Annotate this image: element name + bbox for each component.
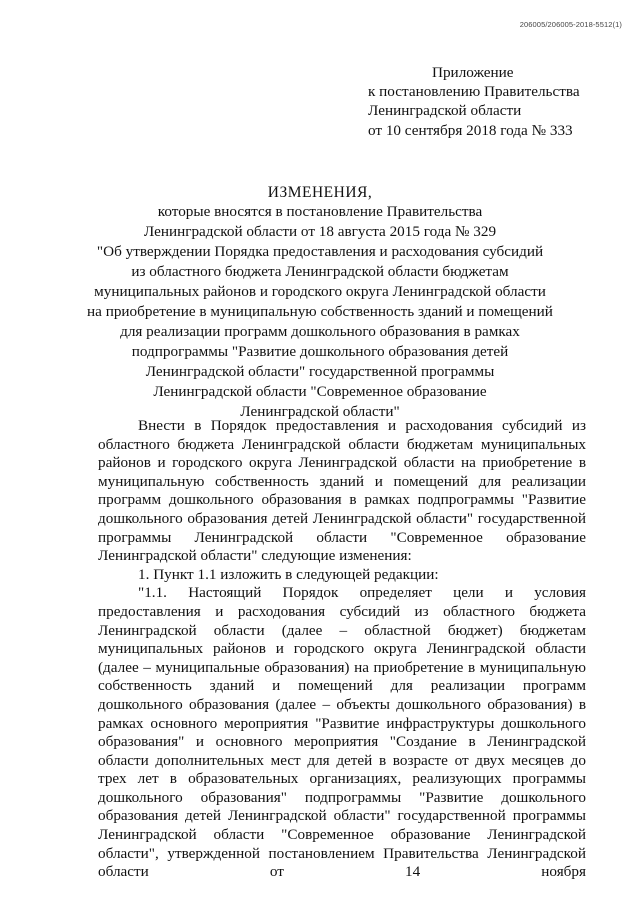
document-title: ИЗМЕНЕНИЯ, [267,184,373,201]
heading-line: которые вносятся в постановление Правительства [157,203,483,220]
appendix-line-2: к постановлению Правительства [368,83,580,101]
appendix-line-3: Ленинградской области [368,102,522,120]
heading-line: из областного бюджета Ленинградской области бюджетам [131,263,509,280]
appendix-line-1: Приложение [432,64,514,81]
appendix-block [368,63,618,140]
document-id: 206005/206005-2018-5512(1) [519,20,622,29]
heading-line: муниципальных районов и городского округа Ленинградской области [94,283,546,300]
heading-line: Ленинградской области от 18 августа 2015 года № 329 [143,223,497,240]
heading-line: на приобретение в муниципальную собственность зданий и помещений [87,303,553,320]
document-heading [0,183,640,422]
quoted-paragraph: "1.1. Настоящий Порядок определяет цели и условия предоставления и расходования субсидий из областного бюджета Ленинградской области (далее – областной бюджет) бюджетам муниципальных районов и городского округа Ленинградской области (далее – муниципальные образования) на приобретение в муниципальную собственность зданий и помещений для реализации программ дошкольного образования (далее – объекты дошкольного образования) в рамках основного мероприятия "Развитие инфраструктуры дошкольного образования" и основного мероприятия "Создание в Ленинградской области дополнительных мест для детей в возрасте от двух месяцев до трех лет в образовательных организациях, реализующих программы дошкольного образования" подпрограммы "Развитие дошкольного образования детей Ленинградской области" государственной программы Ленинградской области "Современное образование Ленинградской области", утвержденной постановлением Правительства Ленинградской области от 14 ноября [98,584,586,881]
heading-line: "Об утверждении Порядка предоставления и расходования субсидий [96,243,544,260]
item-1-paragraph: 1. Пункт 1.1 изложить в следующей редакции: [138,565,439,583]
heading-line: подпрограммы "Развитие дошкольного образования детей [131,343,509,360]
appendix-line-4: от 10 сентября 2018 года № 333 [368,121,573,139]
heading-line: Ленинградской области "Современное образование [153,383,487,400]
heading-line: Ленинградской области" [240,403,400,420]
document-body [98,417,586,882]
intro-paragraph: Внести в Порядок предоставления и расходования субсидий из областного бюджета Ленинградской области бюджетам муниципальных районов и городского округа Ленинградской области на приобретение в муниципальную собственность зданий и помещений для реализации программ дошкольного образования в рамках подпрограммы "Развитие дошкольного образования детей Ленинградской области" государственной программы Ленинградской области "Современное образование Ленинградской области" следующие изменения: [98,417,586,565]
heading-line: для реализации программ дошкольного образования в рамках [120,323,520,340]
heading-line: Ленинградской области" государственной программы [145,363,495,380]
